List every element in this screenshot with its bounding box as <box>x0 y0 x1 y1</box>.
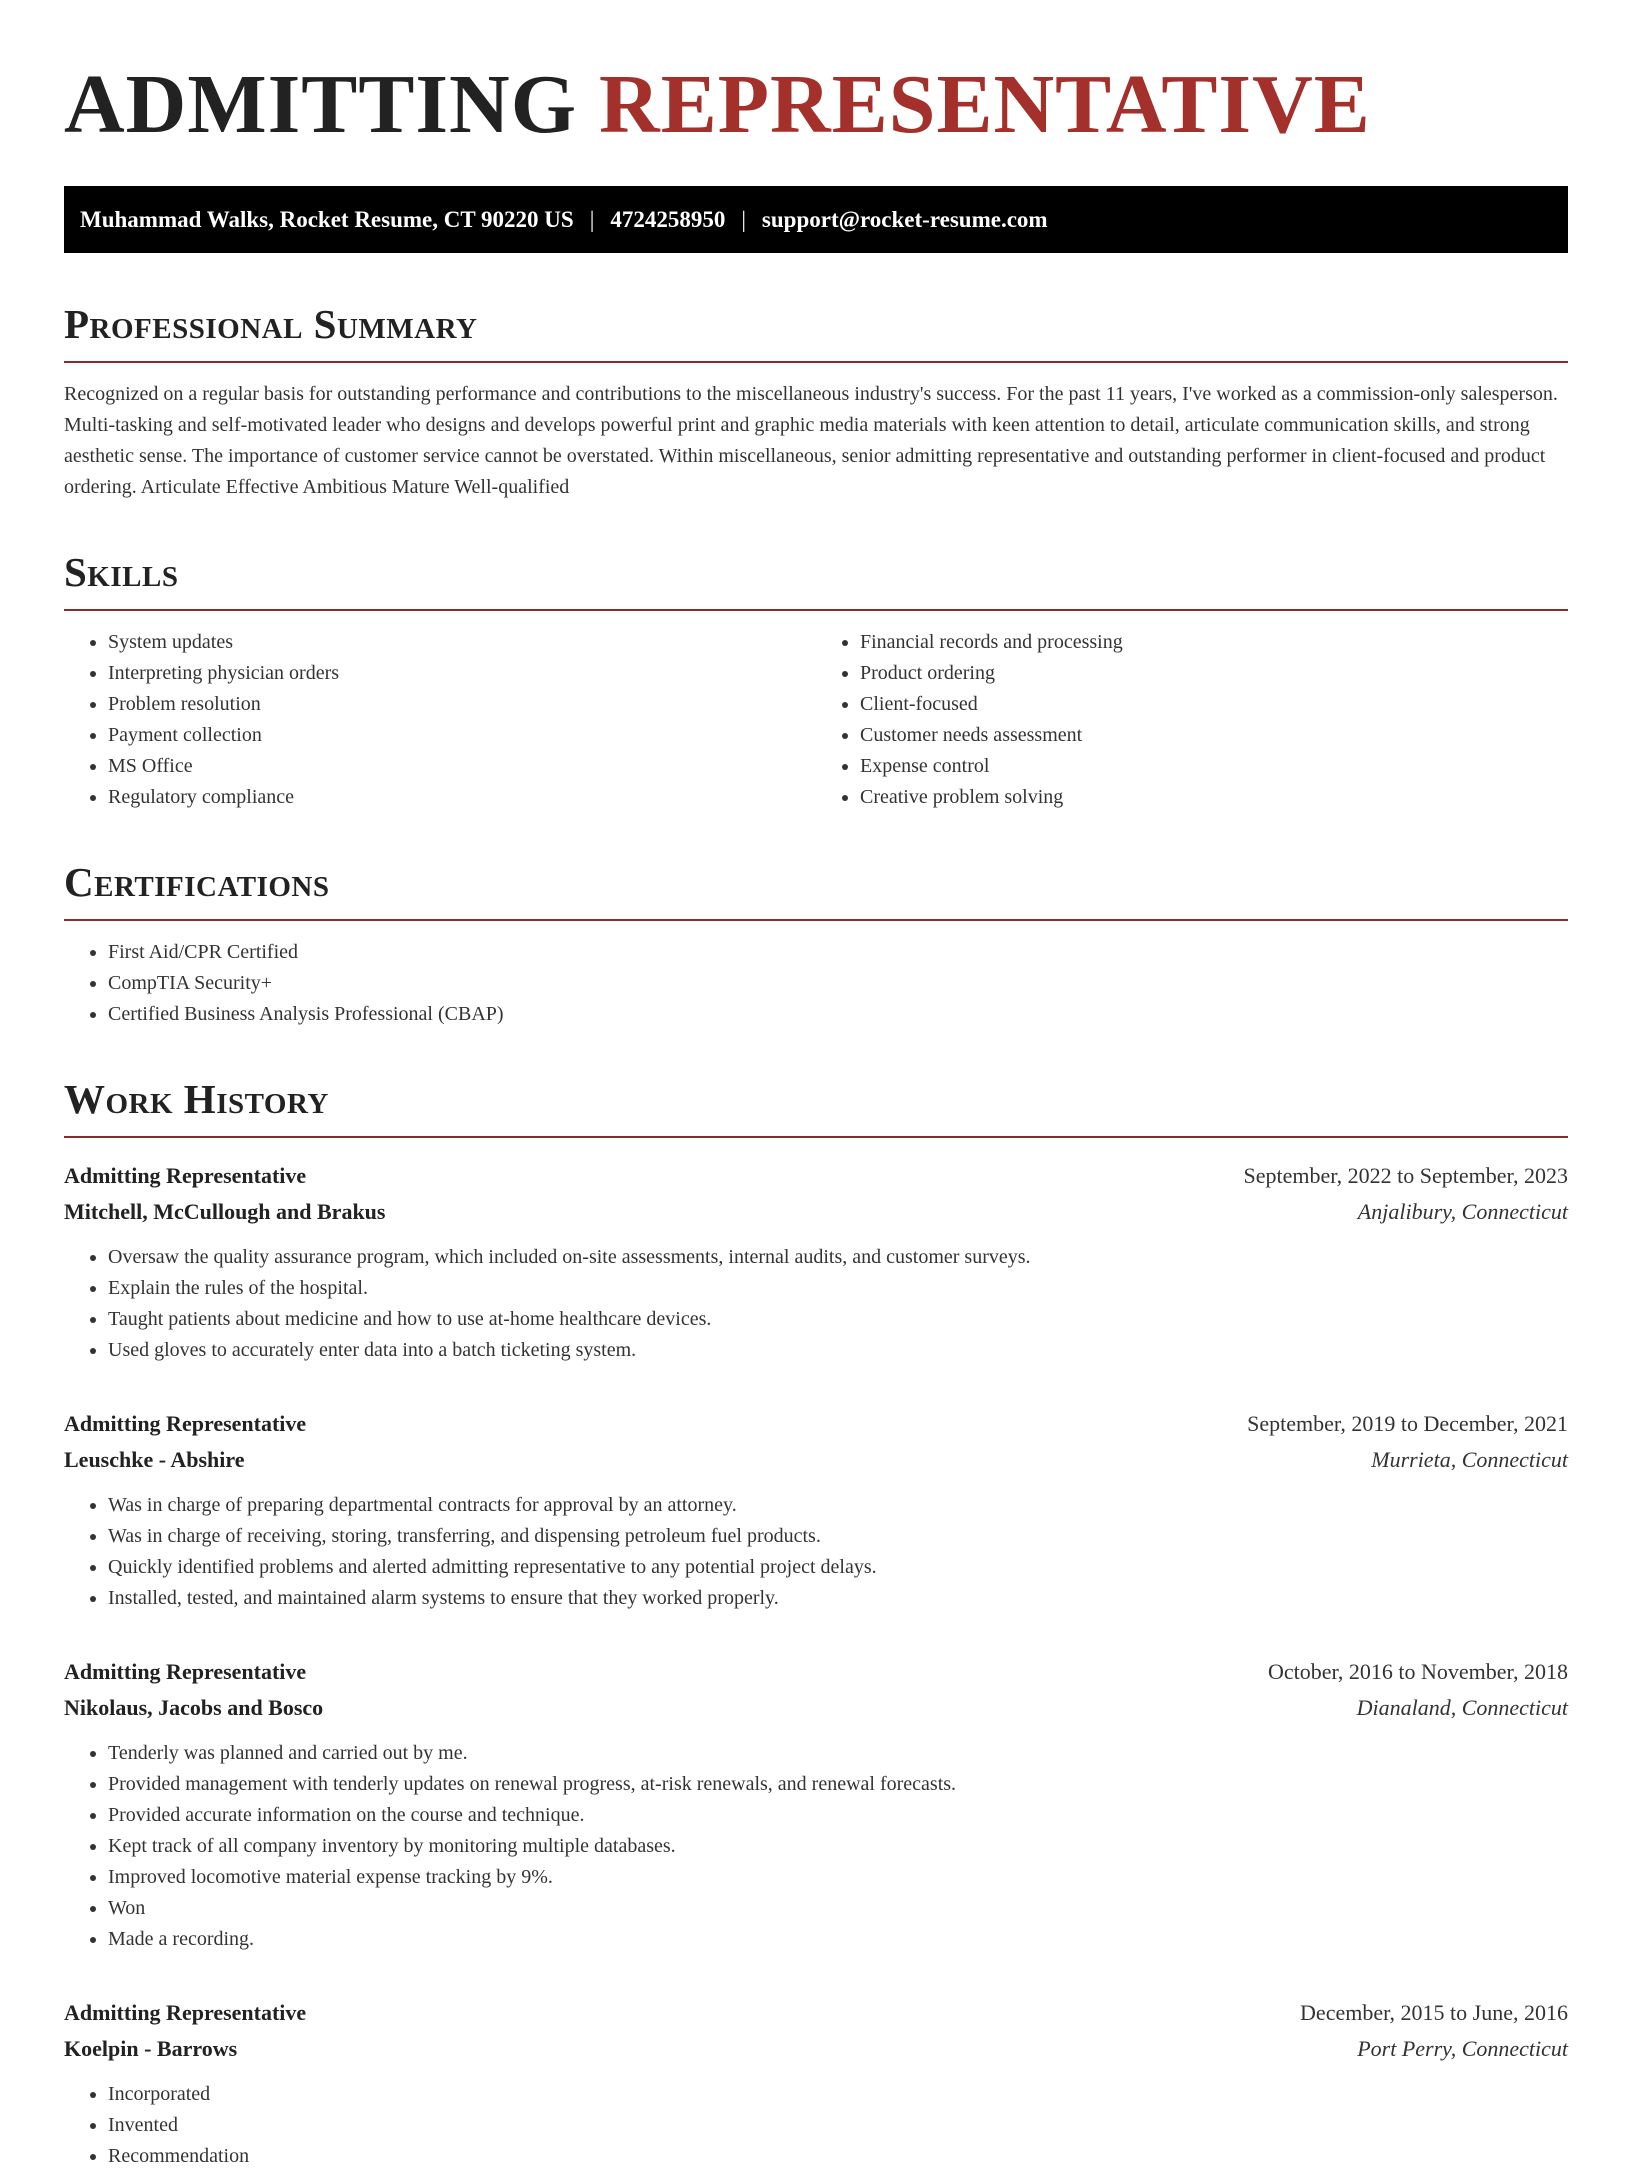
skill-item: • Problem resolution <box>108 689 816 720</box>
contact-phone: 4724258950 <box>610 206 726 232</box>
work-history-heading: Work History <box>64 1074 1568 1138</box>
job-location: Dianaland, Connecticut <box>1356 1695 1568 1720</box>
job-bullet: • Recommendation <box>108 2141 1568 2172</box>
job-dates: December, 2015 to June, 2016 <box>1300 2000 1568 2025</box>
job-dates: September, 2019 to December, 2021 <box>1247 1411 1568 1436</box>
skill-item: • Customer needs assessment <box>860 720 1568 751</box>
job-bullet: • Oversaw the quality assurance program, which included on-site assessments, internal audits, and customer surveys. <box>108 1242 1568 1273</box>
job-bullet: • Explain the rules of the hospital. <box>108 1273 1568 1304</box>
resume-title <box>64 56 1568 154</box>
job-title: Admitting Representative <box>64 1163 307 1188</box>
job-entry <box>64 1158 1568 1366</box>
skill-item: • Regulatory compliance <box>108 782 816 813</box>
skill-item: • Product ordering <box>860 658 1568 689</box>
job-entry <box>64 1995 1568 2172</box>
title-part-2: REPRESENTATIVE <box>599 58 1371 151</box>
job-bullet: • Made a recording. <box>108 1924 1568 1955</box>
job-bullet: • Provided accurate information on the course and technique. <box>108 1800 1568 1831</box>
skills-section <box>64 547 1568 813</box>
job-company-row <box>64 1442 1568 1478</box>
skill-item: • Client-focused <box>860 689 1568 720</box>
contact-bar <box>64 186 1568 253</box>
job-location: Murrieta, Connecticut <box>1371 1447 1568 1472</box>
contact-separator: | <box>589 206 595 232</box>
job-bullets <box>64 2079 1568 2172</box>
certifications-heading: Certifications <box>64 857 1568 921</box>
job-bullet: • Incorporated <box>108 2079 1568 2110</box>
job-dates: September, 2022 to September, 2023 <box>1243 1163 1568 1188</box>
job-entry <box>64 1406 1568 1614</box>
certification-item: • First Aid/CPR Certified <box>108 937 1568 968</box>
job-bullet: • Won <box>108 1893 1568 1924</box>
job-location: Port Perry, Connecticut <box>1357 2036 1568 2061</box>
skills-grid <box>64 611 1568 813</box>
title-part-1: ADMITTING <box>64 58 578 151</box>
job-header-row <box>64 1654 1568 1690</box>
contact-separator: | <box>741 206 746 232</box>
job-location: Anjalibury, Connecticut <box>1357 1199 1568 1224</box>
job-entry <box>64 1654 1568 1955</box>
skill-item: • Interpreting physician orders <box>108 658 816 689</box>
skill-item: • MS Office <box>108 751 816 782</box>
summary-heading: Professional Summary <box>64 299 1568 363</box>
job-bullets <box>64 1242 1568 1366</box>
skill-item: • Financial records and processing <box>860 627 1568 658</box>
job-company-row <box>64 2031 1568 2067</box>
job-company-row <box>64 1194 1568 1230</box>
job-bullet: • Taught patients about medicine and how to use at-home healthcare devices. <box>108 1304 1568 1335</box>
skill-item: • System updates <box>108 627 816 658</box>
contact-address: Muhammad Walks, Rocket Resume, CT 90220 US <box>80 206 574 232</box>
job-bullet: • Was in charge of preparing departmental contracts for approval by an attorney. <box>108 1490 1568 1521</box>
job-header-row <box>64 1406 1568 1442</box>
job-bullet: • Improved locomotive material expense tracking by 9%. <box>108 1862 1568 1893</box>
job-title: Admitting Representative <box>64 1659 307 1684</box>
job-company: Mitchell, McCullough and Brakus <box>64 1199 386 1224</box>
job-bullet: • Used gloves to accurately enter data into a batch ticketing system. <box>108 1335 1568 1366</box>
job-bullets <box>64 1738 1568 1955</box>
job-bullet: • Provided management with tenderly updates on renewal progress, at-risk renewals, and renewal forecasts. <box>108 1769 1568 1800</box>
job-bullet: • Kept track of all company inventory by monitoring multiple databases. <box>108 1831 1568 1862</box>
skill-item: • Payment collection <box>108 720 816 751</box>
contact-email: support@rocket-resume.com <box>761 206 1048 232</box>
skills-list-right <box>816 627 1568 813</box>
job-bullet: • Installed, tested, and maintained alarm systems to ensure that they worked properly. <box>108 1583 1568 1614</box>
job-title: Admitting Representative <box>64 2000 307 2025</box>
summary-text: Recognized on a regular basis for outstanding performance and contributions to the miscellaneous industry's success. For the past 11 years, I've worked as a commission-only salesperson. Multi-tasking and self-motivated leader who designs and develops powerful print and graphic media materials with keen attention to detail, articulate communication skills, and strong aesthetic sense. The importance of customer service cannot be overstated. Within miscellaneous, senior admitting representative and outstanding performer in client-focused and product ordering. Articulate Effective Ambitious Mature Well-qualified <box>64 383 1558 498</box>
work-history-section <box>64 1074 1568 2172</box>
skills-list-left <box>64 627 816 813</box>
job-header-row <box>64 1158 1568 1194</box>
skill-item: • Expense control <box>860 751 1568 782</box>
skill-item: • Creative problem solving <box>860 782 1568 813</box>
job-bullet: • Was in charge of receiving, storing, transferring, and dispensing petroleum fuel products. <box>108 1521 1568 1552</box>
job-company: Leuschke - Abshire <box>64 1447 245 1472</box>
certification-item: • CompTIA Security+ <box>108 968 1568 999</box>
job-title: Admitting Representative <box>64 1411 307 1436</box>
job-bullet: • Tenderly was planned and carried out by me. <box>108 1738 1568 1769</box>
job-dates: October, 2016 to November, 2018 <box>1267 1659 1568 1684</box>
job-bullet: • Invented <box>108 2110 1568 2141</box>
skills-heading: Skills <box>64 547 1568 611</box>
job-bullets <box>64 1490 1568 1614</box>
certification-item: • Certified Business Analysis Professional (CBAP) <box>108 999 1568 1030</box>
certifications-section <box>64 857 1568 1030</box>
job-company: Nikolaus, Jacobs and Bosco <box>64 1695 324 1720</box>
job-bullet: • Quickly identified problems and alerted admitting representative to any potential project delays. <box>108 1552 1568 1583</box>
job-header-row <box>64 1995 1568 2031</box>
summary-section <box>64 299 1568 503</box>
job-company-row <box>64 1690 1568 1726</box>
job-company: Koelpin - Barrows <box>64 2036 238 2061</box>
certifications-list <box>64 937 1568 1030</box>
